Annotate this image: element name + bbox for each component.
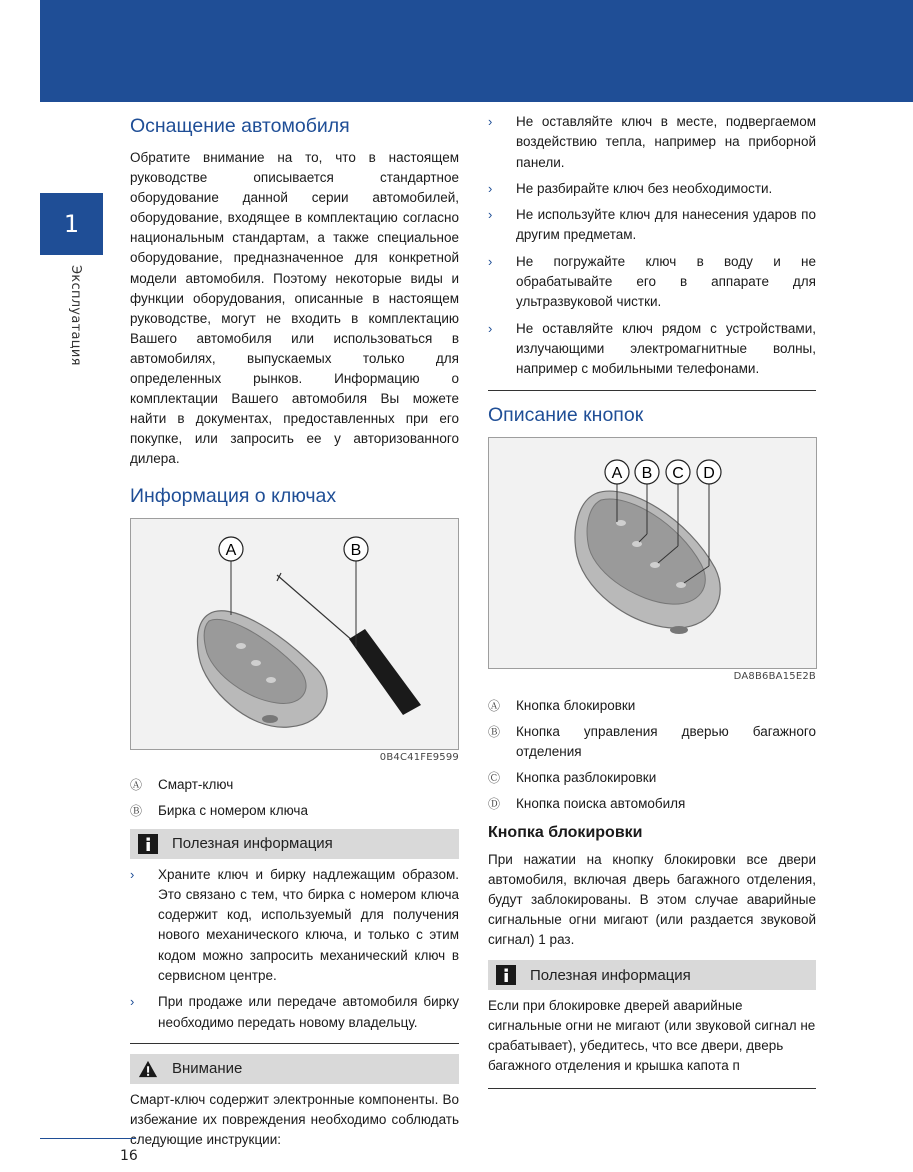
- svg-text:A: A: [611, 464, 623, 482]
- legend-mark: Ⓐ: [488, 698, 501, 713]
- legend-mark: Ⓐ: [130, 777, 143, 792]
- bullet-item: [488, 179, 816, 199]
- svg-text:A: A: [225, 541, 237, 559]
- legend-item: [488, 794, 816, 814]
- svg-text:B: B: [641, 464, 653, 482]
- bullet-text: При продаже или передаче автомобиля бирку необходимо передать новому владельцу.: [158, 994, 459, 1030]
- legend-text: Кнопка блокировки: [516, 697, 636, 713]
- section-title-keys: Информация о ключах: [130, 484, 337, 507]
- buttons-legend: [488, 696, 816, 814]
- legend-item: [130, 775, 459, 795]
- bullet-text: Не оставляйте ключ рядом с устройствами, излучающими электромагнитные волны, например с мобильными телефонами.: [516, 320, 816, 377]
- bullet-item: [488, 252, 816, 313]
- info-notice-title: Полезная информация: [172, 835, 333, 852]
- key-figure-code: 0B4C41FE9599: [379, 751, 459, 763]
- warning-triangle-icon: [138, 1059, 158, 1079]
- right-column: [488, 112, 816, 1099]
- buttons-figure: [488, 437, 817, 669]
- warning-bullets: [488, 112, 816, 380]
- chevron-right-icon: ›: [488, 207, 493, 223]
- buttons-figure-code: DA8B6BA15E2B: [733, 670, 816, 682]
- lock-button-heading: Кнопка блокировки: [488, 823, 643, 841]
- section-title-equipment: Оснащение автомобиля: [130, 115, 350, 137]
- svg-text:C: C: [672, 464, 684, 482]
- info-notice-header: [488, 960, 816, 990]
- chevron-right-icon: ›: [488, 253, 493, 269]
- legend-text: Бирка с номером ключа: [158, 802, 308, 818]
- legend-item: [488, 722, 816, 762]
- legend-text: Кнопка поиска автомобиля: [516, 795, 686, 811]
- legend-text: Кнопка разблокировки: [516, 769, 657, 785]
- legend-mark: Ⓑ: [130, 803, 143, 818]
- chapter-number-tab: [40, 193, 103, 255]
- legend-text: Смарт-ключ: [158, 776, 234, 792]
- legend-mark: Ⓒ: [488, 770, 501, 785]
- chevron-right-icon: ›: [488, 180, 493, 196]
- equipment-text: Обратите внимание на то, что в настоящем руководстве описывается стандартное оборудование данной серии автомобилей, оборудование, входящее в комплектацию согласно национальным стандартам, а также специальное оборудование, предназначенное для конкретной модели автомобиля. Поэтому некоторые виды и функции оборудования, описанные в настоящем руководстве, могут не входить в комплектацию Вашего автомобиля или использоваться в автомобилях, выпускаемых только для определенных рынков. Информацию о комплектации Вашего автомобиля Вы можете найти в документах, предоставленных при его покупке, или запросить ее у авторизованного дилера.: [130, 150, 459, 467]
- lock-button-text: При нажатии на кнопку блокировки все двери автомобиля, включая дверь багажного отделения, будут заблокированы. В этом случае аварийные сигнальные огни мигают (или раздается звуковой сигнал) 1 раз.: [488, 851, 816, 947]
- smart-key-drawing: [197, 610, 327, 726]
- info-notice-title: Полезная информация: [530, 966, 691, 984]
- bullet-item: [488, 112, 816, 173]
- chevron-right-icon: ›: [488, 320, 493, 336]
- divider: [488, 390, 816, 391]
- svg-text:B: B: [350, 541, 362, 559]
- warning-notice-title: Внимание: [172, 1060, 243, 1078]
- smart-key-illustration: [131, 519, 458, 749]
- divider: [130, 1043, 459, 1044]
- callout-a: [219, 537, 243, 615]
- chevron-right-icon: ›: [130, 866, 135, 882]
- legend-item: [488, 696, 816, 716]
- bullet-text: Не оставляйте ключ в месте, подвергаемом воздействию тепла, например на приборной панели.: [516, 114, 816, 170]
- info-icon: [496, 965, 516, 985]
- bullet-text: Не разбирайте ключ без необходимости.: [516, 180, 773, 196]
- bullet-item: [130, 865, 459, 987]
- page-number: 16: [120, 1148, 138, 1164]
- key-fob-drawing: [575, 491, 720, 634]
- bullet-item: [130, 992, 459, 1033]
- info-notice-header: [130, 829, 459, 859]
- bullet-text: Храните ключ и бирку надлежащим образом. Это связано с тем, что бирка с номером ключа содержит код, используемый для получения нового механического ключа, и только с этим кодом можно запросить механический ключ в сервисном центре.: [158, 866, 459, 983]
- key-buttons-illustration: [489, 438, 816, 668]
- legend-item: [130, 801, 459, 821]
- footer-divider: [40, 1138, 136, 1139]
- bullet-item: [488, 205, 816, 246]
- chevron-right-icon: ›: [488, 114, 493, 129]
- bullet-text: Не погружайте ключ в воду и не обрабатывайте его в аппарате для ультразвуковой чистки.: [516, 253, 816, 310]
- chapter-label: Эксплуатация: [68, 265, 83, 366]
- divider: [488, 1088, 816, 1089]
- left-column: [130, 112, 459, 1150]
- warning-text: Смарт-ключ содержит электронные компоненты. Во избежание их повреждения необходимо соблюдать следующие инструкции:: [130, 1091, 459, 1148]
- bullet-text: Не используйте ключ для нанесения ударов по другим предметам.: [516, 207, 816, 243]
- svg-text:D: D: [703, 464, 715, 482]
- key-legend: [130, 775, 459, 821]
- info-bullets: [130, 865, 459, 1033]
- legend-mark: Ⓑ: [488, 724, 501, 739]
- warning-notice-header: [130, 1054, 459, 1084]
- chevron-right-icon: ›: [130, 994, 135, 1010]
- section-title-buttons: Описание кнопок: [488, 403, 644, 426]
- header-band: [40, 0, 913, 102]
- info-notice-text: Если при блокировке дверей аварийные сигнальные огни не мигают (или звуковой сигнал не срабатывает), убедитесь, что все двери, дверь багажного отделения и крышка капота п: [488, 998, 816, 1074]
- chapter-number: 1: [63, 210, 80, 238]
- bullet-item: [488, 319, 816, 380]
- info-icon: [138, 834, 158, 854]
- legend-text: Кнопка управления дверью багажного отделения: [516, 723, 816, 759]
- key-figure: [130, 518, 459, 750]
- legend-item: [488, 768, 816, 788]
- legend-mark: Ⓓ: [488, 796, 501, 811]
